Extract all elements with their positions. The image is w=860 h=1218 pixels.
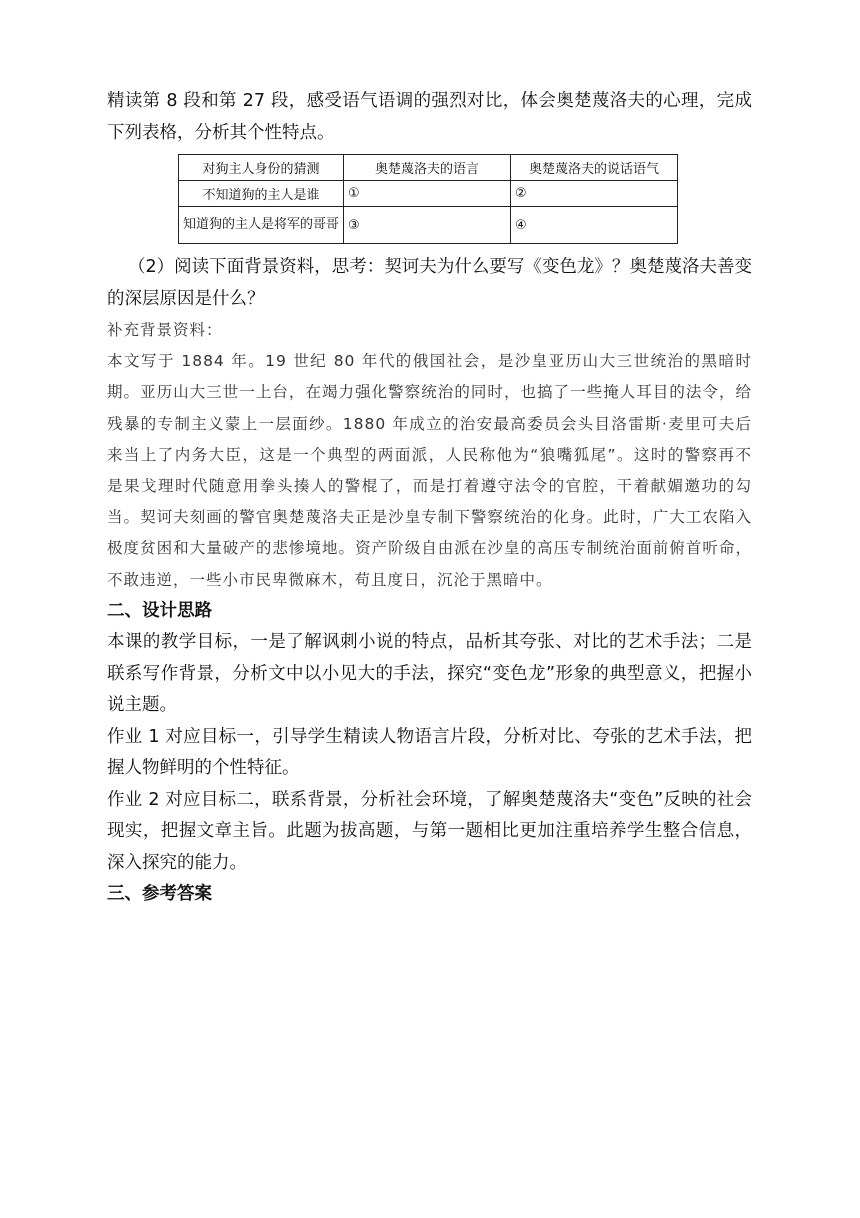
section-3-heading: 三、参考答案 bbox=[107, 884, 212, 905]
background-text: 本文写于 1884 年。19 世纪 80 年代的俄国社会，是沙皇亚历山大三世统治的黑暗时期。亚历山大三世一上台，在竭力强化警察统治的同时，也搞了一些掩人耳目的法令，给残暴的专制主义蒙上一层面纱。1880 年成立的治安最高委员会头目洛雷斯·麦里可夫后来当上了内务大臣，这是一个典型的两面派，人民称他为“狼嘴狐尾”。这时的警察再不是果戈理时代随意用拳头揍人的警棍了，而是打着遵守法令的官腔，干着献媚邀功的勾当。契诃夫刻画的警官奥楚蔑洛夫正是沙皇专制下警察统治的化身。此时，广大工农陷入极度贫困和大量破产的悲惨境地。资产阶级自由派在沙皇的高压专制统治面前俯首听命，不敢违逆，一些小市民卑微麻木，苟且度日，沉沦于黑暗中。 bbox=[107, 352, 752, 589]
table-cell: 不知道狗的主人是谁 bbox=[179, 181, 344, 207]
section-2-heading: 二、设计思路 bbox=[107, 600, 212, 621]
table-cell: ④ bbox=[511, 207, 678, 244]
table-cell: ③ bbox=[344, 207, 511, 244]
table-cell: 知道狗的主人是将军的哥哥 bbox=[179, 207, 344, 244]
question-2: （2）阅读下面背景资料，思考：契诃夫为什么要写《变色龙》？奥楚蔑洛夫善变的深层原因是什么？ bbox=[107, 257, 752, 309]
intro-paragraph: 精读第 8 段和第 27 段，感受语气语调的强烈对比，体会奥楚蔑洛夫的心理，完成下列表格，分析其个性特点。 bbox=[107, 91, 752, 143]
table-row bbox=[179, 181, 678, 207]
section-2-paragraph-3: 作业 2 对应目标二，联系背景，分析社会环境，了解奥楚蔑洛夫“变色”反映的社会现实，把握文章主旨。此题为拔高题，与第一题相比更加注重培养学生整合信息，深入探究的能力。 bbox=[107, 789, 752, 873]
table-header-cell: 奥楚蔑洛夫的说话语气 bbox=[511, 155, 678, 181]
table-cell: ② bbox=[511, 181, 678, 207]
table-row bbox=[179, 207, 678, 244]
table-cell: ① bbox=[344, 181, 511, 207]
section-2-paragraph-1: 本课的教学目标，一是了解讽刺小说的特点，品析其夸张、对比的艺术手法；二是联系写作背景，分析文中以小见大的手法，探究“变色龙”形象的典型意义，把握小说主题。 bbox=[107, 632, 752, 716]
table-header-cell: 奥楚蔑洛夫的语言 bbox=[344, 155, 511, 181]
table-header-row bbox=[179, 155, 678, 181]
table-header-cell: 对狗主人身份的猜测 bbox=[179, 155, 344, 181]
section-2-paragraph-2: 作业 1 对应目标一，引导学生精读人物语言片段，分析对比、夸张的艺术手法，把握人物鲜明的个性特征。 bbox=[107, 726, 752, 779]
document-page bbox=[107, 86, 752, 911]
background-label: 补充背景资料： bbox=[107, 321, 223, 339]
analysis-table bbox=[178, 154, 678, 244]
